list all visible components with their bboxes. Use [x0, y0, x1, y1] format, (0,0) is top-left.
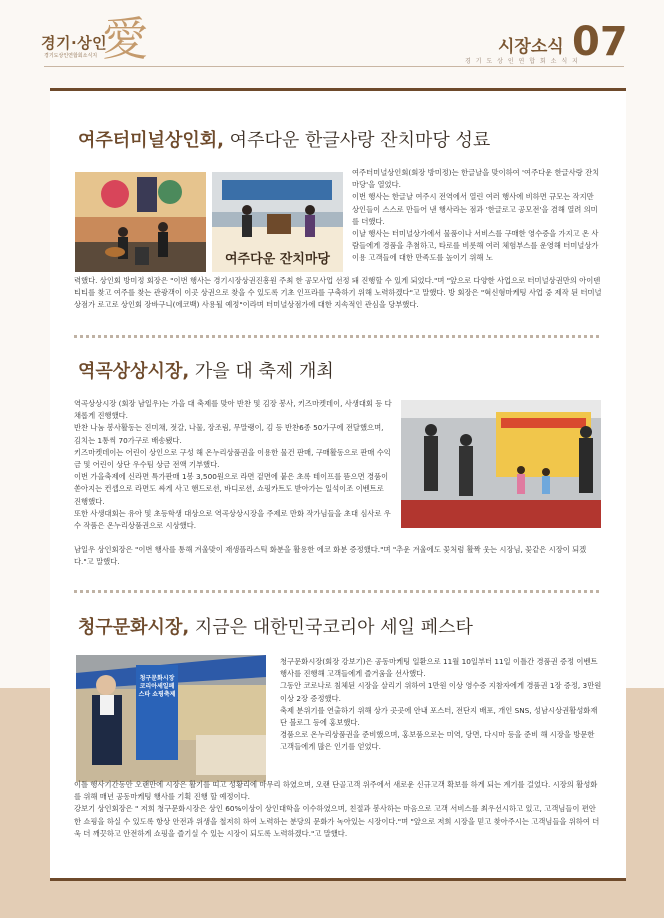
- article-3-title-bold: 청구문화시장,: [78, 617, 190, 638]
- logo-text: 경기·상인: [41, 34, 108, 52]
- article-1-body-full: 력했다. 상인회 방미정 회장은 "이번 행사는 경기시장상권진흥원 주최 한 공모사업 선정 돼 진행할 수 있게 되었다."며 "앞으로 다양한 사업으로 터미널상권만의 아이덴티티를 찾고 여주를 찾는 관광객이 이곳 상권으로 찾을 수 있도록 기초 인프라를 구축하기 위해 노력하겠다"고 말했다. 방 회장은 "혁신형마케팅 사업 중 제작 된 터미널상점가 로고로 상인회 장바구니(에코백) 사용될 예정"이라며 터미널상점가에 대한 지속적인 관심을 당부했다.: [74, 276, 602, 310]
- article-3-body-side: 청구문화시장(회장 강보기)은 공동마케팅 일환으로 11월 10일부터 11일 이틀간 경품권 증정 이벤트 행사를 진행해 고객들에게 즐거움을 선사했다. 그동안 코로나로 침체된 시장을 살리기 위하여 1만원 이상 영수증 지참자에게 경품권 1장 증정, 3만원 이상 2장 증정했다. 축제 분위기를 연출하기 위해 상가 곳곳에 안내 포스터, 전단지 배포, 개인 SNS, 성남시상권활성화재단 블로그 등에 홍보했다. 경품으로 온누리상품권을 준비했으며, 홍보품으로는 미역, 당면, 다시마 등을 준비 해 시장을 방문한 고객들에게 많은 인기를 얻었다.: [280, 657, 602, 752]
- article-2-photo-ceremony: [401, 400, 601, 528]
- article-3-title-rest: 지금은 대한민국코리아 세일 페스타: [189, 617, 473, 638]
- article-1-body-side: 여주터미널상인회(회장 방미정)는 한글날을 맞이하여 '여주다운 한글사랑 잔치마당'을 열었다. 이번 행사는 한글날 여주시 전역에서 열린 여러 행사에 비하면 규모는 작지만 상인들이 스스로 만들어 낸 행사라는 점과 '한글로고 공모전'을 겸해 열려 의미를 더했다. 이날 행사는 터미널상가에서 물품이나 서비스를 구매한 영수증을 가지고 온 사람들에게 경품을 추첨하고, 타로를 비롯해 여러 체험부스를 운영해 터미널상가 이용 고객들에 대한 만족도를 높이기 위해 노: [352, 168, 600, 263]
- logo-mark: 愛: [102, 12, 148, 66]
- logo-subtitle: 경기도상인연합회소식지: [44, 53, 98, 59]
- article-2-title: [78, 357, 334, 383]
- section-title: 시장소식: [498, 37, 564, 57]
- article-2-title-bold: 역곡상상시장,: [78, 361, 190, 382]
- section-subtitle: 경 기 도 상 인 연 합 회 소 식 지: [465, 58, 580, 65]
- article-1-title: [78, 126, 490, 152]
- article-1-photo-performance: [75, 172, 206, 272]
- article-3-body-full: 이틀 행사기간동안 오랜만에 시장은 활기를 띠고 성황리에 마무리 하였으며, 오랜 단골고객 위주에서 새로운 신규고객 확보를 하게 되는 계기를 걸었다. 시장의 활성화를 위해 매년 공동마케팅 행사를 기획 진행 할 예정이다. 강보기 상인회장은 " 저희 청구문화시장은 상인 60%이상이 상인대학을 이수하였으며, 친절과 봉사하는 마음으로 고객 서비스를 최우선시하고 있고, 고객님들이 편안한 쇼핑을 하실 수 있도록 항상 안전과 위생을 철저히 하여 노력하는 분당의 문화가 녹아있는 시장이다."며 "앞으로 저희 시장을 믿고 찾아주시는 고객님들을 위하여 더욱 더 깨끗하고 안전하게 쇼핑을 즐기실 수 있는 시장이 되도록 노력하겠다."고 말했다.: [74, 780, 600, 838]
- article-1-photo-stage: [212, 172, 343, 272]
- article-1-photo-sign: 여주다운 잔치마당: [225, 252, 330, 267]
- article-1-title-rest: 여주다운 한글사랑 잔치마당 성료: [223, 130, 491, 151]
- article-1-title-bold: 여주터미널상인회,: [78, 130, 224, 151]
- article-2-body-full: 남일우 상인회장은 "이번 행사를 통해 겨울맞이 재생플라스틱 화분을 활용한 에코 화분 증정했다."며 "추운 겨울에도 꽃처럼 활짝 웃는 시장님, 꽃같은 시장이 되겠다."고 말했다.: [74, 545, 587, 567]
- article-divider: [74, 590, 599, 593]
- article-2-body-side: 역곡상상시장 (회장 남일우)는 가을 대 축제를 맞아 반찬 및 김장 봉사, 키즈마켓데이, 사생대회 등 다채롭게 진행했다. 반찬 나눔 봉사활동는 진미채, 젓갈, 나물, 장조림, 무말랭이, 김 등 반찬6종 50가구에 전달했으며, 김치는 1통씩 70가구로 배송됐다. 키즈마켓데이는 어린이 상인으로 구성 해 온누리상품권을 이용한 물건 판매, 구매활동으로 판매 수익금 및 어린이 상단 우수팀 상금 전액 기부했다. 이번 가을축제에 신라면 특가판매 1봉 3,500원으로 라면 겉면에 붙은 초록 테이프를 뜯으면 경품이 쏟아지는 컨셉으로 라면도 싸게 사고 핸드로션, 바디로션, 쇼핑카트도 받아가는 일석이조 이벤트로 진행했다. 또한 사생대회는 유아 및 초등학생 대상으로 역곡상상시장을 주제로 만화 작가님들을 초대 심사로 우수 작품은 온누리상품권으로 시상했다.: [74, 399, 392, 531]
- article-3-title: [78, 613, 473, 639]
- article-divider: [74, 335, 599, 338]
- article-3-photo-banner: 청구문화시장 코리아세일페스타 쇼핑축제: [138, 675, 176, 698]
- page-number: 07: [572, 19, 628, 65]
- article-3-photo-market: [76, 655, 266, 782]
- article-2-title-rest: 가을 대 축제 개최: [189, 361, 334, 382]
- header-rule: [44, 66, 624, 67]
